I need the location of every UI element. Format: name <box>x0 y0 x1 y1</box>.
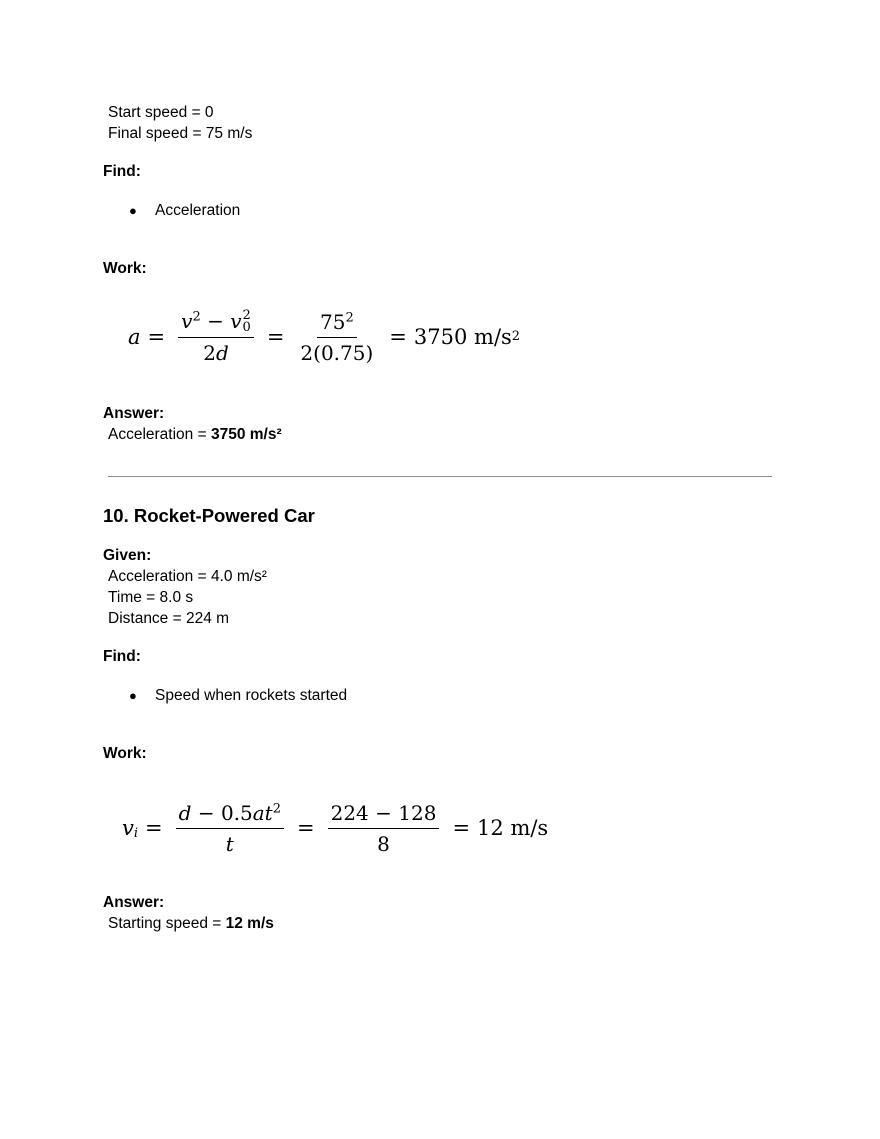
answer-value: 3750 m/s² <box>210 426 282 443</box>
find-item: Acceleration <box>155 202 241 219</box>
section-divider <box>108 476 772 477</box>
eq-75: 75 <box>319 309 346 334</box>
eq-v: v <box>181 308 193 333</box>
eq10-d: d <box>178 800 192 825</box>
given-final-speed: Final speed = 75 m/s <box>108 125 253 142</box>
eq-75-sup: 2 <box>345 309 354 325</box>
find-item-10: Speed when rockets started <box>155 687 348 704</box>
eq-v0-sup: 2 <box>242 308 251 324</box>
eq10-lhs: v <box>122 816 134 840</box>
eq-fraction-1 <box>178 309 254 366</box>
given-distance: Distance = 224 m <box>108 610 230 627</box>
answer-label-10: Answer: <box>103 894 165 911</box>
eq-den-d: d <box>215 341 229 366</box>
work-label-10: Work: <box>103 745 147 762</box>
speed-equation: v $_i$ = $\frac{d - 0.5at^2}{t}$ = $\frac{224 - 128}{8}$ = 12 m/s <box>122 800 549 856</box>
find-label: Find: <box>103 163 141 180</box>
eq-result: 3750 m/s <box>413 325 512 349</box>
bullet-icon-10: ● <box>129 688 137 703</box>
eq10-at-sup: 2 <box>272 800 281 816</box>
eq-den-075: 2(0.75) <box>300 340 374 365</box>
eq-v0: v <box>230 308 242 333</box>
eq-lhs: a <box>128 325 141 349</box>
eq-v-sup: 2 <box>192 309 201 325</box>
eq10-num-2: 224 − 128 <box>328 801 440 829</box>
eq10-fraction-2 <box>328 801 440 856</box>
find-label-10: Find: <box>103 648 141 665</box>
eq-v0-sub: 0 <box>242 320 251 336</box>
answer-label: Answer: <box>103 405 165 422</box>
eq10-result: 12 m/s <box>477 816 549 840</box>
eq10-equals: = <box>145 816 163 840</box>
eq-equals-3: = <box>389 325 407 349</box>
eq10-fraction-1 <box>176 801 284 856</box>
given-time: Time = 8.0 s <box>108 589 194 606</box>
given-acceleration: Acceleration = 4.0 m/s² <box>108 568 267 585</box>
eq-fraction-2 <box>297 310 376 365</box>
answer-line-10 <box>108 913 274 934</box>
answer-value-10: 12 m/s <box>225 915 274 932</box>
eq-minus: − <box>207 308 224 333</box>
eq-den-2: 2 <box>203 341 216 366</box>
acceleration-equation: a = $v^2 - v$ 2 0 2d = $\frac{75^2}{2(0.75)}$ = 3750 m/s 2 <box>128 308 521 366</box>
answer-prefix-10: Starting speed = <box>108 915 226 932</box>
given-start-speed: Start speed = 0 <box>108 104 214 121</box>
eq10-equals-3: = <box>452 816 471 840</box>
eq10-num-rest: − 0.5 <box>197 800 253 825</box>
eq10-at: at <box>252 800 273 825</box>
eq-equals-2: = <box>266 325 285 349</box>
eq10-den-8: 8 <box>377 831 390 856</box>
eq10-equals-2: = <box>297 816 315 840</box>
eq-equals: = <box>147 325 166 349</box>
answer-line <box>108 424 282 445</box>
work-label: Work: <box>103 260 147 277</box>
answer-prefix: Acceleration = <box>108 426 211 443</box>
problem-title: 10. Rocket-Powered Car <box>103 505 315 526</box>
eq10-den-t: t <box>225 831 234 856</box>
given-label: Given: <box>103 547 152 564</box>
bullet-icon: ● <box>129 203 137 218</box>
